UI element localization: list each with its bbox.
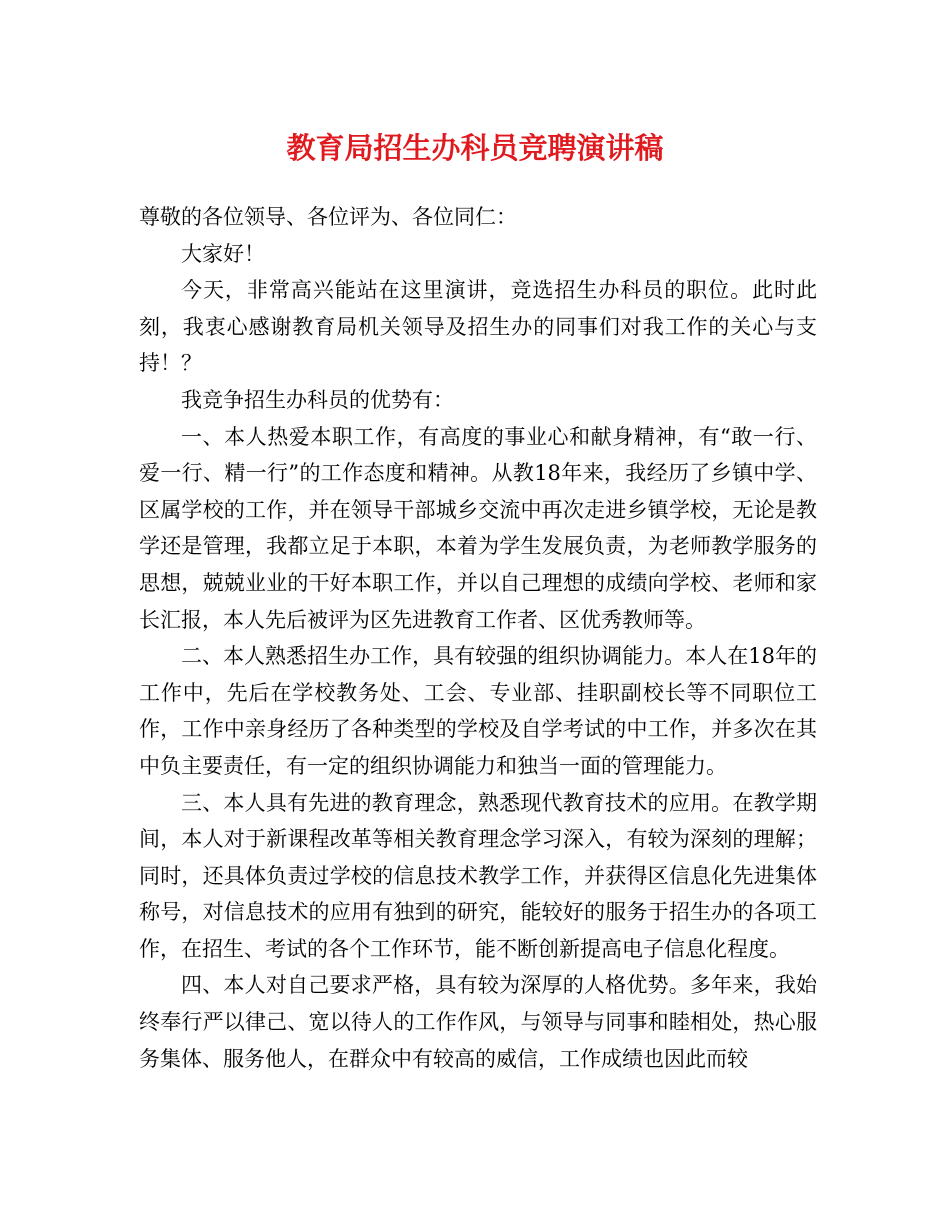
paragraph-advantage-3: 三、本人具有先进的教育理念，熟悉现代教育技术的应用。在教学期间，本人对于新课程改革等相关教育理念学习深入，有较为深刻的理解；同时，还具体负责过学校的信息技术教学工作，并获得区信息化先进集体称号，对信息技术的应用有独到的研究，能较好的服务于招生办的各项工作，在招生、考试的各个工作环节，能不断创新提高电子信息化程度。: [139, 790, 817, 961]
salutation: 尊敬的各位领导、各位评为、各位同仁：: [139, 205, 517, 229]
paragraph-advantage-4: 四、本人对自己要求严格，具有较为深厚的人格优势。多年来，我始终奉行严以律己、宽以待人的工作作风，与领导与同事和睦相处，热心服务集体、服务他人，在群众中有较高的威信，工作成绩也因此而较: [139, 973, 817, 1071]
paragraph-advantage-2: 二、本人熟悉招生办工作，具有较强的组织协调能力。本人在18年的工作中，先后在学校教务处、工会、专业部、挂职副校长等不同职位工作，工作中亲身经历了各种类型的学校及自学考试的中工作，并多次在其中负主要责任，有一定的组织协调能力和独当一面的管理能力。: [139, 644, 817, 778]
paragraph-advantage-1: 一、本人热爱本职工作，有高度的事业心和献身精神，有“敢一行、爱一行、精一行”的工作态度和精神。从教18年来，我经历了乡镇中学、区属学校的工作，并在领导干部城乡交流中再次走进乡镇学校，无论是教学还是管理，我都立足于本职，本着为学生发展负责，为老师教学服务的思想，兢兢业业的干好本职工作，并以自己理想的成绩向学校、老师和家长汇报，本人先后被评为区先进教育工作者、区优秀教师等。: [139, 424, 817, 632]
document-title: 教育局招生办科员竞聘演讲稿: [286, 131, 664, 165]
document-body: [139, 199, 817, 1077]
paragraph-advantages-intro: 我竞争招生办科员的优势有：: [181, 387, 454, 412]
paragraph-greeting: 大家好！: [181, 241, 265, 266]
paragraph-opening: 今天，非常高兴能站在这里演讲，竞选招生办科员的职位。此时此刻，我衷心感谢教育局机关领导及招生办的同事们对我工作的关心与支持！？: [139, 278, 817, 376]
